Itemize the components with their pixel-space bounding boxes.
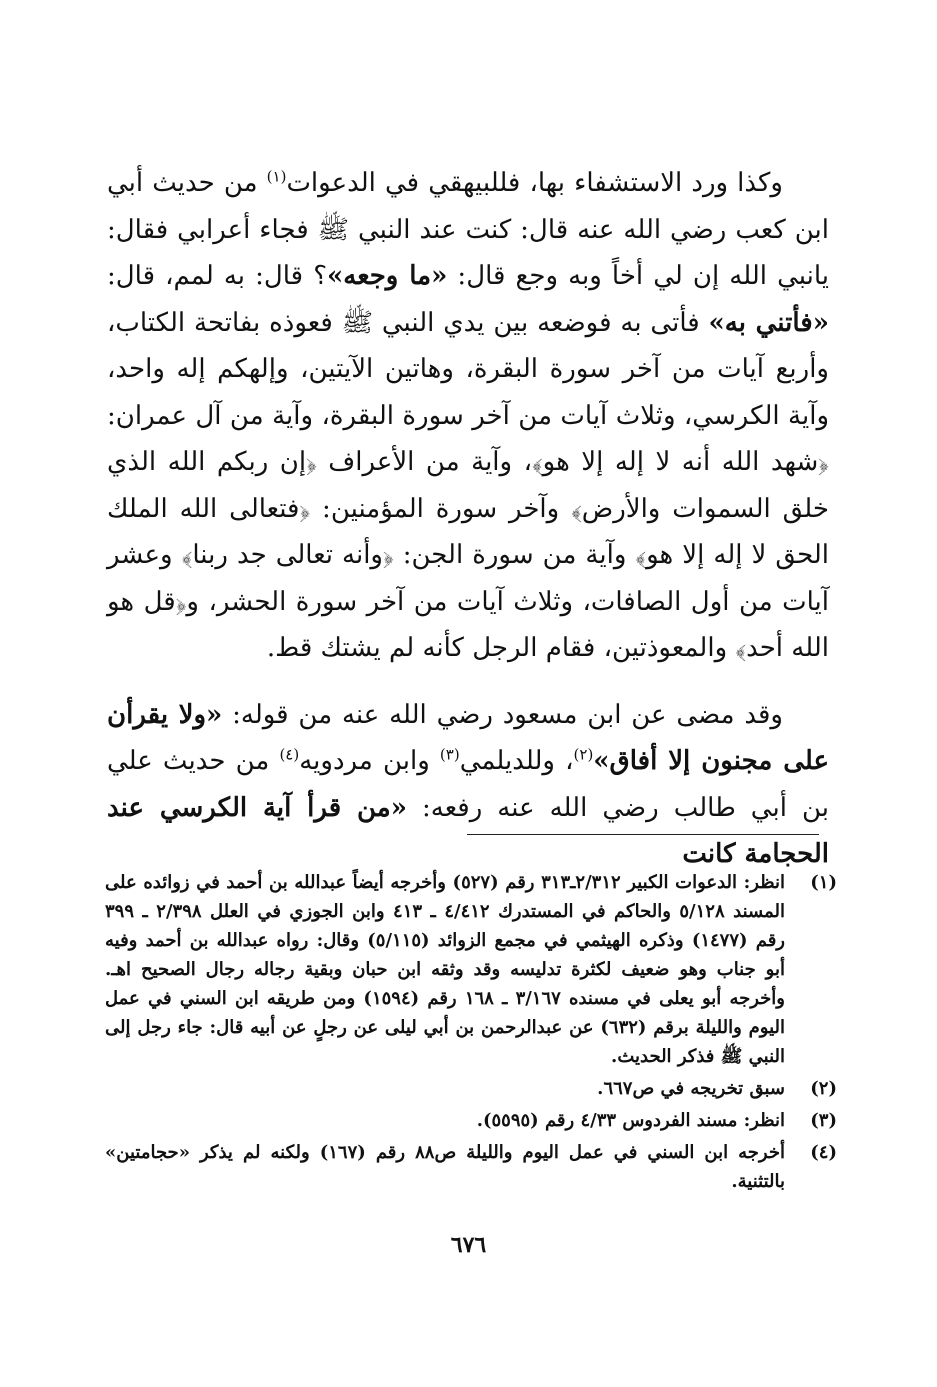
footnote-number: (٣) bbox=[810, 1110, 837, 1131]
text-run: من حديث أبي ابن كعب رضي الله عنه قال: كنت عند النبي ﷺ فجاء أعرابي فقال: يانبي الله إن لي أخاً وبه وجع قال: bbox=[107, 168, 830, 291]
footnote-ref-3[interactable]: (٣) bbox=[439, 745, 460, 764]
text-run: فأتى به فوضعه بين يدي النبي ﷺ فعوذه بفاتحة الكتاب، وأربع آيات من آخر سورة البقرة، وهاتين الآيتين، وإلهكم إله واحد، وآية الكرسي، وثلاث آيات من آخر سورة البقرة، وآية من آل عمران: ﴿شهد الله أنه لا إله إلا هو﴾، وآية من الأعراف ﴿إن ربكم الله الذي خلق السموات والأرض﴾ وآخر سورة المؤمنين: ﴿فتعالى الله الملك الحق لا إله إلا هو﴾ وآية من سورة الجن: ﴿وأنه تعالى جد ربنا﴾ وعشر آيات من أول الصافات، وثلاث آيات من آخر سورة الحشر، و﴿قل هو الله أحد﴾ والمعوذتين، فقام الرجل كأنه لم يشتك قط. bbox=[107, 307, 829, 663]
text-run: وابن مردويه bbox=[299, 746, 440, 776]
footnote-ref-1[interactable]: (١) bbox=[266, 167, 287, 186]
footnote-1 bbox=[105, 868, 837, 1071]
footnote-text: انظر: مسند الفردوس ٤/٣٣ رقم (٥٥٩٥). bbox=[476, 1110, 785, 1131]
text-run: ؟ قال: به لمم، قال: bbox=[107, 261, 327, 291]
footnote-text: انظر: الدعوات الكبير ٢/٣١٢ـ٣١٣ رقم (٥٢٧) وأخرجه أيضاً عبدالله بن أحمد في زوائده على المسند ٥/١٢٨ والحاكم في المستدرك ٤/٤١٢ ـ ٤١٣ وابن الجوزي في العلل ٢/٣٩٨ ـ ٣٩٩ رقم (١٤٧٧) وذكره الهيثمي في مجمع الزوائد (٥/١١٥) وقال: رواه عبدالله بن أحمد وفيه أبو جناب وهو ضعيف لكثرة تدليسه وقد وثقه ابن حبان وبقية رجاله رجال الصحيح اهـ. وأخرجه أبو يعلى في مسنده ٣/١٦٧ ـ ١٦٨ رقم (١٥٩٤) ومن طريقه ابن السني في عمل اليوم والليلة برقم (٦٣٢) عن عبدالرحمن بن أبي ليلى عن رجلٍ عن أبيه قال: جاء رجل إلى النبي ﷺ فذكر الحديث. bbox=[105, 872, 786, 1067]
footnote-number: (٢) bbox=[810, 1078, 837, 1099]
footnote-ref-2[interactable]: (٢) bbox=[573, 745, 594, 764]
footnote-ref-4[interactable]: (٤) bbox=[279, 745, 300, 764]
paragraph-1 bbox=[107, 160, 829, 672]
footnote-number: (١) bbox=[810, 872, 837, 893]
footnote-4 bbox=[105, 1138, 837, 1196]
main-text bbox=[107, 160, 829, 878]
footnote-separator bbox=[467, 834, 819, 835]
hadith-quote: «ولا يقرأن على مجنون إلا أفاق» bbox=[107, 699, 830, 776]
paragraph-2 bbox=[107, 692, 829, 878]
hadith-quote: «ما وجعه» bbox=[327, 261, 448, 291]
text-run: وقد مضى عن ابن مسعود رضي الله عنه من قوله: bbox=[222, 699, 783, 730]
hadith-quote: «من قرأ آية الكرسي عند الحجامة كانت bbox=[107, 792, 829, 869]
footnote-text: سبق تخريجه في ص٦٦٧. bbox=[597, 1078, 785, 1099]
footnote-text: أخرجه ابن السني في عمل اليوم والليلة ص٨٨ رقم (١٦٧) ولكنه لم يذكر «حجامتين» بالتثنية. bbox=[105, 1142, 785, 1192]
text-run: من حديث علي بن أبي طالب رضي الله عنه رفعه: bbox=[107, 746, 829, 823]
page-number: ٦٧٦ bbox=[450, 1232, 487, 1258]
text-run: وكذا ورد الاستشفاء بها، فللبيهقي في الدعوات bbox=[286, 168, 783, 198]
footnote-2 bbox=[105, 1074, 837, 1103]
footnote-number: (٤) bbox=[810, 1142, 837, 1163]
footnotes bbox=[105, 868, 837, 1199]
hadith-quote: «فأتني به» bbox=[708, 307, 829, 338]
footnote-3 bbox=[105, 1106, 837, 1135]
text-run: ، وللديلمي bbox=[459, 746, 574, 776]
